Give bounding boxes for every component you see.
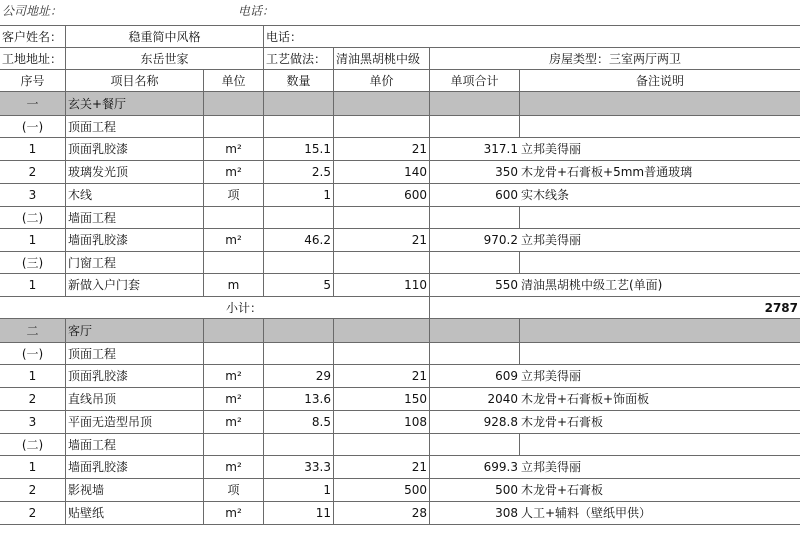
- customer-name-value: 稳重简中风格: [66, 26, 264, 47]
- cell-total: [430, 207, 520, 228]
- cell-qty: 15.1: [264, 138, 334, 160]
- cell-no: (一): [0, 343, 66, 364]
- cell-no: 二: [0, 319, 66, 342]
- customer-phone-label: 电话：: [266, 30, 303, 44]
- cell-qty: 13.6: [264, 388, 334, 410]
- cell-note: 人工+辅料（壁纸甲供）: [521, 506, 652, 520]
- cell-price: 21: [334, 365, 430, 387]
- col-header-note: 备注说明: [635, 74, 684, 88]
- house-type: 房屋类型：三室两厅两卫: [548, 52, 681, 66]
- table-row: [0, 456, 800, 479]
- company-phone-label: 电话：: [238, 4, 275, 18]
- cell-unit: m: [204, 274, 264, 296]
- cell-no: 1: [0, 365, 66, 387]
- cell-name: 平面无造型吊顶: [66, 411, 204, 433]
- cell-unit: [204, 434, 264, 455]
- company-address-label: 公司地址：: [2, 4, 63, 18]
- cell-qty: [264, 252, 334, 273]
- cell-name: 顶面工程: [66, 343, 204, 364]
- subsection-row: [0, 434, 800, 456]
- cell-total: 500: [495, 483, 518, 497]
- cell-total: 928.8: [483, 415, 518, 429]
- cell-no: (二): [0, 434, 66, 455]
- table-row: [0, 184, 800, 207]
- cell-total: 970.2: [483, 233, 518, 247]
- subtotal-label: 小计：: [225, 301, 262, 315]
- cell-price: [334, 116, 430, 137]
- cell-no: (二): [0, 207, 66, 228]
- cell-qty: [264, 343, 334, 364]
- cell-qty: 29: [264, 365, 334, 387]
- cell-no: 2: [0, 502, 66, 524]
- cell-unit: [204, 207, 264, 228]
- cell-total: 308: [495, 506, 518, 520]
- cell-name: 门窗工程: [66, 252, 204, 273]
- cell-name: 木线: [66, 184, 204, 206]
- cell-note: 木龙骨+石膏板+饰面板: [521, 392, 650, 406]
- subsection-row: [0, 343, 800, 365]
- cell-qty: [264, 319, 334, 342]
- cell-note: 立邦美得丽: [521, 369, 582, 383]
- cell-name: 影视墙: [66, 479, 204, 501]
- subsection-row: [0, 207, 800, 229]
- cell-note: [520, 207, 800, 228]
- cell-price: 500: [334, 479, 430, 501]
- cell-total: 600: [495, 188, 518, 202]
- cell-qty: [264, 207, 334, 228]
- table-row: [0, 161, 800, 184]
- cell-price: 110: [334, 274, 430, 296]
- subsection-row: [0, 116, 800, 138]
- table-row: [0, 479, 800, 502]
- cell-note: 木龙骨+石膏板: [521, 415, 604, 429]
- table-row: [0, 229, 800, 252]
- cell-unit: m²: [204, 456, 264, 478]
- cell-no: 1: [0, 229, 66, 251]
- cell-note: 实木线条: [521, 188, 570, 202]
- process-value: 清油黑胡桃中级: [334, 48, 430, 69]
- cell-no: 2: [0, 161, 66, 183]
- col-header-name: 项目名称: [66, 70, 204, 91]
- cell-no: 1: [0, 456, 66, 478]
- col-header-unit: 单位: [204, 70, 264, 91]
- cell-unit: m²: [204, 229, 264, 251]
- col-header-price: 单价: [334, 70, 430, 91]
- cell-price: [334, 92, 430, 115]
- site-address-value: 东岳世家: [66, 48, 264, 69]
- cell-unit: 项: [204, 184, 264, 206]
- cell-total: [430, 434, 520, 455]
- cell-no: 一: [0, 92, 66, 115]
- cell-qty: 33.3: [264, 456, 334, 478]
- cell-price: [334, 207, 430, 228]
- cell-note: 清油黑胡桃中级工艺(单面): [521, 278, 663, 292]
- process-label: 工艺做法：: [264, 48, 334, 69]
- cell-unit: [204, 319, 264, 342]
- cell-unit: [204, 343, 264, 364]
- cell-price: 140: [334, 161, 430, 183]
- cell-no: 1: [0, 138, 66, 160]
- cell-no: (一): [0, 116, 66, 137]
- cell-total: [430, 92, 520, 115]
- table-row: [0, 411, 800, 434]
- cell-unit: [204, 252, 264, 273]
- section-row: [0, 92, 800, 116]
- column-header-row: [0, 70, 800, 92]
- cell-price: 150: [334, 388, 430, 410]
- cell-total: [430, 116, 520, 137]
- table-row: [0, 502, 800, 525]
- cell-name: 新做入户门套: [66, 274, 204, 296]
- cell-name: 墙面工程: [66, 434, 204, 455]
- table-row: [0, 365, 800, 388]
- cell-name: 玻璃发光顶: [66, 161, 204, 183]
- cell-name: 墙面乳胶漆: [66, 229, 204, 251]
- subtotal-value: 2787: [764, 301, 798, 315]
- cell-unit: m²: [204, 411, 264, 433]
- cell-name: 顶面乳胶漆: [66, 138, 204, 160]
- cell-price: [334, 434, 430, 455]
- table-row: [0, 138, 800, 161]
- subtotal-spacer: [264, 297, 430, 318]
- cell-note: 立邦美得丽: [521, 233, 582, 247]
- cell-unit: m²: [204, 138, 264, 160]
- cell-total: 550: [495, 278, 518, 292]
- cell-qty: 2.5: [264, 161, 334, 183]
- cell-note: [520, 319, 800, 342]
- cell-name: 客厅: [66, 319, 204, 342]
- cell-unit: m²: [204, 388, 264, 410]
- cell-price: 21: [334, 138, 430, 160]
- cell-qty: [264, 116, 334, 137]
- cell-total: [430, 319, 520, 342]
- cell-note: 木龙骨+石膏板: [521, 483, 604, 497]
- cell-unit: m²: [204, 161, 264, 183]
- cell-qty: [264, 92, 334, 115]
- cell-total: 699.3: [483, 460, 518, 474]
- cell-qty: 5: [264, 274, 334, 296]
- cell-qty: 46.2: [264, 229, 334, 251]
- cell-total: 2040: [487, 392, 518, 406]
- cell-note: 立邦美得丽: [521, 142, 582, 156]
- cell-no: 1: [0, 274, 66, 296]
- cell-unit: 项: [204, 479, 264, 501]
- cell-name: 墙面乳胶漆: [66, 456, 204, 478]
- cell-note: 立邦美得丽: [521, 460, 582, 474]
- cell-no: (三): [0, 252, 66, 273]
- cell-price: 21: [334, 229, 430, 251]
- cell-price: 21: [334, 456, 430, 478]
- cell-name: 墙面工程: [66, 207, 204, 228]
- cell-price: 108: [334, 411, 430, 433]
- cell-price: 28: [334, 502, 430, 524]
- cell-no: 2: [0, 479, 66, 501]
- cell-qty: 1: [264, 479, 334, 501]
- company-row: [0, 0, 800, 26]
- cell-unit: m²: [204, 365, 264, 387]
- cell-total: 317.1: [483, 142, 518, 156]
- cell-qty: [264, 434, 334, 455]
- subsection-row: [0, 252, 800, 274]
- cell-unit: m²: [204, 502, 264, 524]
- cell-name: 玄关+餐厅: [66, 92, 204, 115]
- cell-total: [430, 252, 520, 273]
- cell-no: 2: [0, 388, 66, 410]
- section-row: [0, 319, 800, 343]
- cell-qty: 11: [264, 502, 334, 524]
- cell-name: 贴壁纸: [66, 502, 204, 524]
- table-row: [0, 388, 800, 411]
- cell-name: 顶面乳胶漆: [66, 365, 204, 387]
- cell-note: [520, 116, 800, 137]
- cell-unit: [204, 92, 264, 115]
- cell-qty: 1: [264, 184, 334, 206]
- cell-price: [334, 343, 430, 364]
- cell-note: 木龙骨+石膏板+5mm普通玻璃: [521, 165, 693, 179]
- col-header-total: 单项合计: [430, 70, 520, 91]
- cell-unit: [204, 116, 264, 137]
- table-row: [0, 274, 800, 297]
- customer-row: [0, 26, 800, 48]
- cell-note: [520, 252, 800, 273]
- cell-total: [430, 343, 520, 364]
- cell-price: [334, 319, 430, 342]
- customer-name-label: 客户姓名：: [0, 26, 66, 47]
- cell-total: 350: [495, 165, 518, 179]
- cell-note: [520, 434, 800, 455]
- site-row: [0, 48, 800, 70]
- col-header-qty: 数量: [264, 70, 334, 91]
- cell-price: [334, 252, 430, 273]
- cell-total: 609: [495, 369, 518, 383]
- subtotal-row: [0, 297, 800, 319]
- cell-qty: 8.5: [264, 411, 334, 433]
- cell-name: 顶面工程: [66, 116, 204, 137]
- col-header-no: 序号: [0, 70, 66, 91]
- cell-no: 3: [0, 411, 66, 433]
- cell-name: 直线吊顶: [66, 388, 204, 410]
- cell-note: [520, 92, 800, 115]
- cell-note: [520, 343, 800, 364]
- site-address-label: 工地地址：: [0, 48, 66, 69]
- cell-price: 600: [334, 184, 430, 206]
- cell-no: 3: [0, 184, 66, 206]
